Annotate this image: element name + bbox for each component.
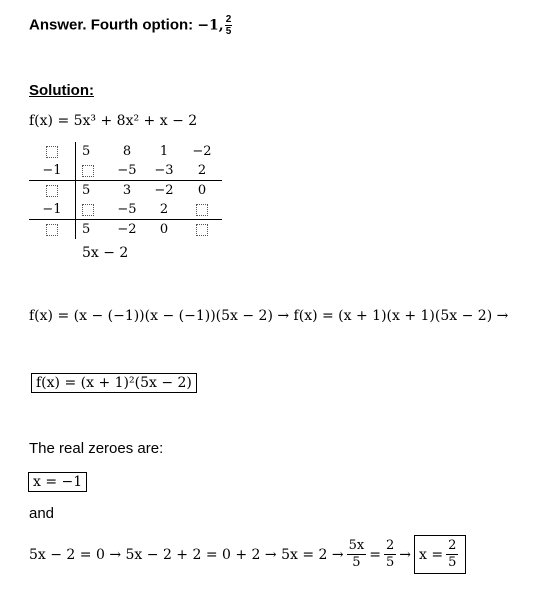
table-cell [29, 220, 76, 240]
placeholder-box-icon [82, 204, 94, 216]
answer-label: Answer. Fourth option: [29, 16, 198, 34]
zeroes-label: The real zeroes are: [29, 440, 164, 457]
final-answer-box [414, 535, 466, 574]
table-cell: −1 [29, 200, 76, 220]
fraction-denominator: 5 [448, 555, 457, 570]
final-derivation-line [29, 535, 466, 574]
table-cell: −5 [108, 161, 146, 181]
table-cell [182, 220, 222, 240]
placeholder-box-icon [82, 165, 94, 177]
final-chain-text: 5x − 2 = 0 → 5x − 2 + 2 = 0 + 2 → 5x = 2 → [29, 546, 344, 563]
factor-derivation-line: f(x) = (x − (−1))(x − (−1))(5x − 2) → f(x) = (x + 1)(x + 1)(5x − 2) → [29, 308, 509, 324]
placeholder-box-icon [196, 204, 208, 216]
fraction-numerator: 2 [448, 538, 457, 553]
table-row [29, 161, 222, 181]
placeholder-box-icon [196, 224, 208, 236]
table-cell: 1 [159, 144, 169, 159]
table-cell: 5 [82, 183, 91, 198]
table-cell [76, 200, 109, 220]
synthetic-division-table [29, 142, 222, 239]
table-cell: 0 [197, 183, 207, 198]
table-cell [76, 161, 109, 181]
table-cell: 8 [122, 144, 132, 159]
answer-fraction [225, 14, 233, 37]
table-cell: −3 [146, 161, 182, 181]
table-cell [29, 181, 76, 201]
answer-frac-den: 5 [225, 26, 232, 37]
table-cell: −2 [154, 183, 174, 198]
final-fraction [446, 538, 458, 571]
quotient-polynomial: 5x − 2 [82, 245, 129, 261]
table-cell: −5 [108, 200, 146, 220]
fraction-numerator: 2 [385, 538, 395, 553]
fraction-denominator: 5 [352, 555, 361, 570]
table-cell: 5 [82, 222, 91, 237]
table-cell: 5 [82, 144, 91, 159]
function-definition: f(x) = 5x³ + 8x² + x − 2 [29, 113, 198, 129]
table-cell: −1 [29, 161, 76, 181]
equals-sign: = [369, 546, 381, 563]
table-cell: −2 [192, 144, 212, 159]
table-row [29, 200, 222, 220]
final-lhs: x = [418, 546, 444, 563]
table-row [29, 181, 222, 201]
fraction-numerator: 5x [348, 538, 365, 553]
solution-heading: Solution: [29, 82, 94, 99]
factored-form-box: f(x) = (x + 1)²(5x − 2) [31, 373, 197, 393]
table-cell: 3 [122, 183, 132, 198]
placeholder-box-icon [46, 224, 58, 236]
table-cell [182, 200, 222, 220]
table-cell: 0 [159, 222, 169, 237]
fraction-denominator: 5 [385, 555, 395, 570]
answer-frac-num: 2 [225, 14, 232, 25]
placeholder-box-icon [46, 185, 58, 197]
table-row [29, 220, 222, 240]
zero-one-box: x = −1 [28, 472, 87, 492]
answer-value: −1, [197, 17, 224, 34]
table-cell: 2 [182, 161, 222, 181]
answer-line [29, 14, 232, 37]
arrow-symbol: → [399, 546, 411, 563]
table-row [29, 142, 222, 161]
and-label: and [29, 505, 55, 522]
table-cell: −2 [117, 222, 137, 237]
table-cell [29, 142, 76, 161]
fraction-5x-over-5 [347, 538, 367, 571]
table-cell: 2 [146, 200, 182, 220]
fraction-2-over-5 [384, 538, 396, 571]
placeholder-box-icon [46, 146, 58, 158]
